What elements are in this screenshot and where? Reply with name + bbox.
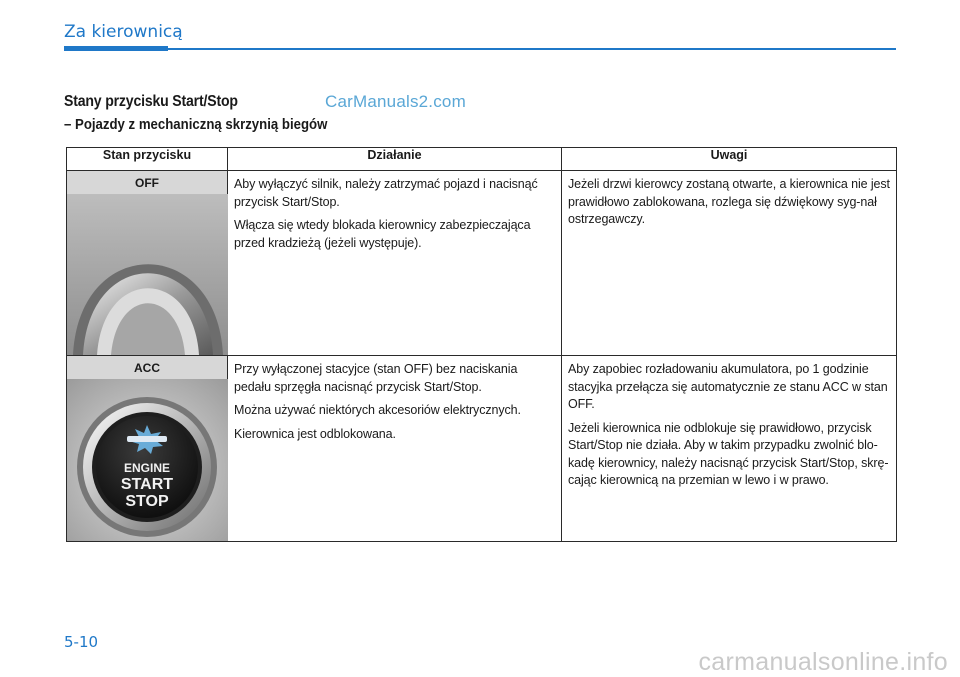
action-cell-acc: [228, 356, 562, 542]
notes-acc-line-1: Aby zapobiec rozładowaniu akumulatora, po 1 godzinie stacyjka przełącza się automatycznie ze stanu ACC w stan OFF.: [568, 362, 888, 411]
state-label-off: OFF: [67, 171, 227, 194]
action-acc-line-3: Kierownica jest odblokowana.: [234, 426, 396, 441]
watermark-bottom: carmanualsonline.info: [698, 648, 948, 676]
button-off-illustration: [67, 194, 228, 355]
column-header-action: Działanie: [228, 148, 562, 171]
page-heading: Stany przycisku Start/Stop: [64, 93, 238, 110]
column-header-state: Stan przycisku: [67, 148, 228, 171]
button-text-stop: STOP: [125, 493, 169, 510]
notes-cell-acc: [562, 356, 897, 542]
state-cell-off: [67, 171, 228, 356]
table-row-acc: [67, 356, 897, 542]
button-states-table: [66, 147, 897, 542]
column-header-notes: Uwagi: [562, 148, 897, 171]
notes-cell-off: [562, 171, 897, 356]
section-title: Za kierownicą: [64, 22, 183, 42]
action-acc-line-2: Można używać niektórych akcesoriów elektrycznych.: [234, 403, 521, 417]
notes-acc-line-2: Jeżeli kierownica nie odblokuje się prawidłowo, przycisk Start/Stop nie działa. Aby w takim przypadku zwolnić blo-kadę kierownicy, należy nacisnąć przycisk Start/Stop, skrę-cając kierownicą na przemian w lewo i w prawo.: [568, 420, 889, 487]
table-header-row: [67, 148, 897, 171]
notes-off-line-1: Jeżeli drzwi kierowcy zostaną otwarte, a kierownica nie jest prawidłowo zablokowana, rozlega się dźwiękowy syg-nał ostrzegawczy.: [568, 177, 890, 226]
page-number: 5-10: [64, 633, 99, 651]
table-row-off: [67, 171, 897, 356]
action-off-line-1: Aby wyłączyć silnik, należy zatrzymać pojazd i nacisnąć przycisk Start/Stop.: [234, 177, 538, 209]
engine-start-stop-button-illustration: [67, 379, 228, 541]
action-cell-off: [228, 171, 562, 356]
state-label-acc: ACC: [67, 356, 227, 379]
header-rule-accent: [64, 46, 168, 51]
button-text-start: START: [120, 476, 174, 493]
button-text-engine: ENGINE: [123, 461, 171, 475]
header-rule: [64, 48, 896, 50]
page-subheading: – Pojazdy z mechaniczną skrzynią biegów: [64, 116, 328, 133]
action-acc-line-1: Przy wyłączonej stacyjce (stan OFF) bez naciskania pedału sprzęgła nacisnąć przycisk Start/Stop.: [234, 362, 518, 394]
watermark-top: CarManuals2.com: [325, 92, 466, 111]
action-off-line-2: Włącza się wtedy blokada kierownicy zabezpieczająca przed kradzieżą (jeżeli występuje).: [234, 218, 531, 250]
state-cell-acc: [67, 356, 228, 542]
